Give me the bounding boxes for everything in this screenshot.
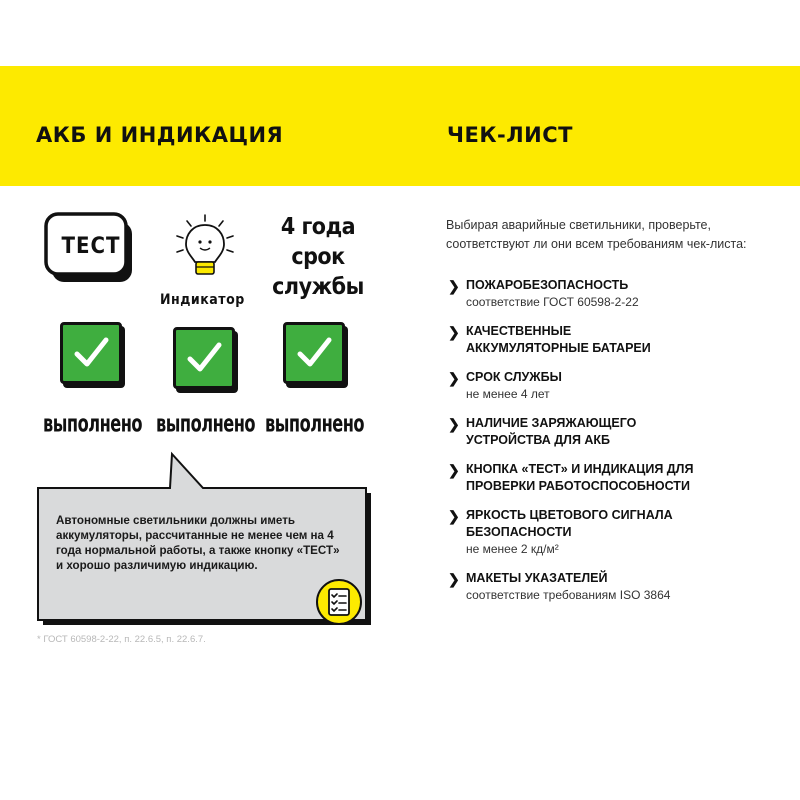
checklist-item (448, 507, 788, 558)
checklist-intro: Выбирая аварийные светильники, проверьте, соответствуют ли они всем требованиям чек-листа: (446, 218, 747, 251)
checklist-item-title: КНОПКА «ТЕСТ» И ИНДИКАЦИЯ ДЛЯ ПРОВЕРКИ РАБОТОСПОСОБНОСТИ (466, 462, 694, 493)
bubble-text: Автономные светильники должны иметь аккумуляторы, рассчитанные не менее чем на 4 года нормальной работы, а также кнопку «ТЕСТ» и хорошо различимую индикацию. (56, 514, 340, 572)
chevron-right-icon: ❯ (448, 324, 460, 340)
checklist-item-title: МАКЕТЫ УКАЗАТЕЛЕЙ (466, 571, 608, 585)
chevron-right-icon: ❯ (448, 416, 460, 432)
chevron-right-icon: ❯ (448, 370, 460, 386)
checklist-item-title: ЯРКОСТЬ ЦВЕТОВОГО СИГНАЛА БЕЗОПАСНОСТИ (466, 508, 673, 539)
lifetime-line-2: срок (291, 244, 345, 270)
checklist-item (448, 461, 788, 495)
lightbulb-icon (165, 212, 245, 282)
right-section-title: ЧЕК-ЛИСТ (447, 123, 573, 147)
checklist-item-title: КАЧЕСТВЕННЫЕ АККУМУЛЯТОРНЫЕ БАТАРЕИ (466, 324, 651, 355)
checklist-item (448, 277, 788, 311)
checklist-item-subtitle: не менее 4 лет (466, 387, 550, 401)
checklist-item (448, 369, 788, 403)
left-section-title: АКБ И ИНДИКАЦИЯ (36, 123, 284, 147)
indicator-label: Индикатор (160, 292, 245, 308)
checklist-item-subtitle: соответствие ГОСТ 60598-2-22 (466, 295, 639, 309)
checklist-item (448, 415, 788, 449)
chevron-right-icon: ❯ (448, 571, 460, 587)
checklist-item (448, 323, 788, 357)
checkmark-icon (173, 327, 235, 389)
chevron-right-icon: ❯ (448, 278, 460, 294)
test-label: ТЕСТ (61, 234, 121, 259)
lifetime-block (270, 212, 366, 302)
checklist-item-title: СРОК СЛУЖБЫ (466, 370, 562, 384)
chevron-right-icon: ❯ (448, 462, 460, 478)
test-button-icon (42, 210, 134, 284)
chevron-right-icon: ❯ (448, 508, 460, 524)
checklist-item-title: ПОЖАРОБЕЗОПАСНОСТЬ (466, 278, 629, 292)
checklist-item (448, 570, 788, 604)
checkmark-icon (283, 322, 345, 384)
checklist-item-title: НАЛИЧИЕ ЗАРЯЖАЮЩЕГО УСТРОЙСТВА ДЛЯ АКБ (466, 416, 637, 447)
checklist-item-subtitle: не менее 2 кд/м² (466, 542, 559, 556)
done-label-2: выполнено (156, 410, 256, 439)
checklist-document-icon (315, 578, 363, 626)
footnote: * ГОСТ 60598-2-22, п. 22.6.5, п. 22.6.7. (37, 634, 206, 645)
done-label-3: выполнено (265, 410, 365, 439)
lifetime-line-3: службы (272, 274, 364, 300)
lifetime-line-1: 4 года (280, 214, 356, 240)
done-label-1: выполнено (43, 410, 143, 439)
checklist-item-subtitle: соответствие требованиям ISO 3864 (466, 588, 671, 602)
checkmark-icon (60, 322, 122, 384)
